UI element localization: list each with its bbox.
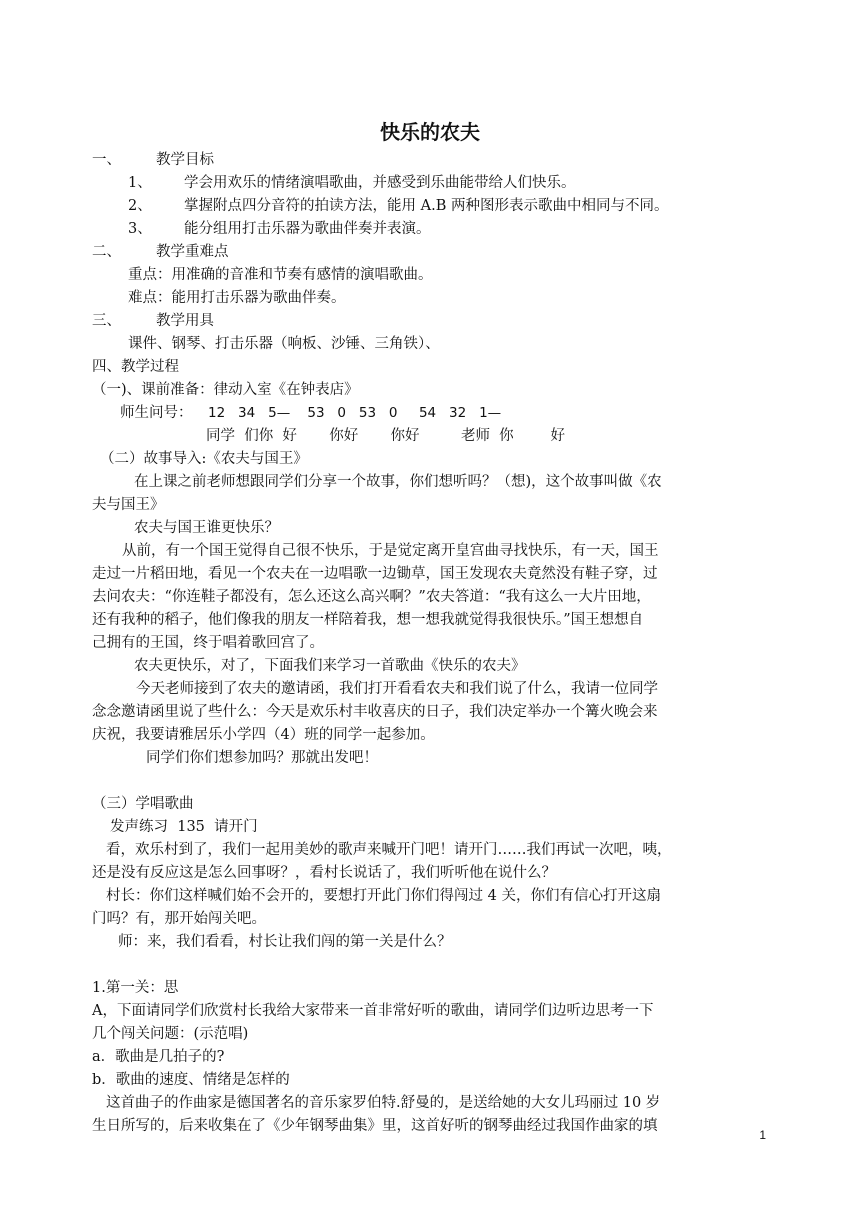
level-1-line-2: 几个闯关问题：(示范唱) — [92, 1026, 249, 1042]
chief-line-2: 门吗？有，那开始闯关吧。 — [92, 911, 266, 927]
part-2-heading: （二）故事导入:《农夫与国王》 — [100, 451, 308, 467]
goal-1-number: 1、 — [128, 175, 152, 191]
level-1-line-1: A，下面请同学们欣赏村长我给大家带来一首非常好听的歌曲，请同学们边听边思考一下 — [92, 1003, 654, 1019]
part-1-heading: （一)、课前准备：律动入室《在钟表店》 — [92, 382, 359, 398]
story-intro-line-1: 在上课之前老师想跟同学们分享一个故事，你们想听吗？（想)，这个故事叫做《农 — [134, 474, 662, 490]
arrival-line-1: 看，欢乐村到了，我们一起用美妙的歌声来喊开门吧！请开门……我们再试一次吧，咦， — [106, 842, 672, 858]
section-2-heading: 教学重难点 — [156, 244, 229, 260]
section-3-number: 三、 — [92, 313, 121, 329]
notation-label: 师生问号： — [120, 405, 193, 421]
lets-go-text: 同学们你们想参加吗？那就出发吧！ — [146, 750, 378, 766]
key-point-text: 重点：用准确的音准和节奏有感情的演唱歌曲。 — [128, 267, 433, 283]
section-1-heading: 教学目标 — [156, 152, 214, 168]
goal-2-text: 掌握附点四分音符的拍读方法，能用 A.B 两种图形表示歌曲中相同与不同。 — [184, 198, 669, 214]
section-4-heading: 四、教学过程 — [92, 359, 179, 375]
chief-line-1: 村长：你们这样喊们始不会开的，要想打开此门你们得闯过 4 关，你们有信心打开这扇 — [106, 888, 661, 904]
page-number: 1 — [759, 1128, 766, 1142]
question-a: a．歌曲是几拍子的? — [92, 1049, 225, 1065]
teacher-line: 师：来，我们看看，村长让我们闯的第一关是什么？ — [118, 934, 452, 950]
section-3-heading: 教学用具 — [156, 313, 214, 329]
invitation-line-2: 念念邀请函里说了些什么：今天是欢乐村丰收喜庆的日子，我们决定举办一个篝火晚会来 — [92, 704, 658, 720]
arrival-line-2: 还是没有反应这是怎么回事呀？，看村长说话了，我们听听他在说什么？ — [92, 865, 556, 881]
composer-line-2: 生日所写的，后来收集在了《少年钢琴曲集》里，这首好听的钢琴曲经过我国作曲家的填 — [92, 1118, 658, 1134]
goal-3-text: 能分组用打击乐器为歌曲伴奏并表演。 — [184, 221, 431, 237]
story-answer: 农夫更快乐，对了，下面我们来学习一首歌曲《快乐的农夫》 — [134, 658, 526, 674]
story-line-5: 己拥有的王国，终于唱着歌回宫了。 — [92, 635, 324, 651]
invitation-line-3: 庆祝，我要请雅居乐小学四（4）班的同学一起参加。 — [92, 727, 435, 743]
story-line-2: 走过一片稻田地，看见一个农夫在一边唱歌一边锄草，国王发现农夫竟然没有鞋子穿，过 — [92, 566, 658, 582]
story-question: 农夫与国王谁更快乐？ — [134, 520, 279, 536]
part-3-heading: （三）学唱歌曲 — [92, 796, 194, 812]
composer-line-1: 这首曲子的作曲家是德国著名的音乐家罗伯特.舒曼的，是送给她的大女儿玛丽过 10 岁 — [106, 1095, 661, 1111]
notation-numbers: 12 34 5— 53 0 53 0 54 32 1— — [208, 405, 502, 421]
level-1-heading: 1.第一关：思 — [92, 980, 179, 996]
question-b: b．歌曲的速度、情绪是怎样的 — [92, 1072, 290, 1088]
section-2-number: 二、 — [92, 244, 121, 260]
difficulty-text: 难点：能用打击乐器为歌曲伴奏。 — [128, 290, 346, 306]
story-intro-line-2: 夫与国王》 — [92, 497, 165, 513]
section-1-number: 一、 — [92, 152, 121, 168]
story-line-4: 还有我种的稻子，他们像我的朋友一样陪着我，想一想我就觉得我很快乐。”国王想想自 — [92, 612, 644, 628]
goal-3-number: 3、 — [128, 221, 152, 237]
goal-2-number: 2、 — [128, 198, 152, 214]
notation-lyrics: 同学 们你 好 你好 你好 老师 你 好 — [206, 428, 566, 444]
tools-text: 课件、钢琴、打击乐器（响板、沙锤、三角铁）、 — [128, 336, 440, 352]
story-line-3: 去问农夫：“你连鞋子都没有，怎么还这么高兴啊？”农夫答道：“我有这么一大片田地， — [92, 589, 651, 605]
document-title: 快乐的农夫 — [380, 120, 480, 144]
goal-1-text: 学会用欢乐的情绪演唱歌曲，并感受到乐曲能带给人们快乐。 — [184, 175, 576, 191]
invitation-line-1: 今天老师接到了农夫的邀请函，我们打开看看农夫和我们说了什么，我请一位同学 — [136, 681, 658, 697]
warmup-text: 发声练习 135 请开门 — [110, 819, 258, 835]
story-line-1: 从前，有一个国王觉得自己很不快乐，于是觉定离开皇宫曲寻找快乐，有一天，国王 — [122, 543, 659, 559]
